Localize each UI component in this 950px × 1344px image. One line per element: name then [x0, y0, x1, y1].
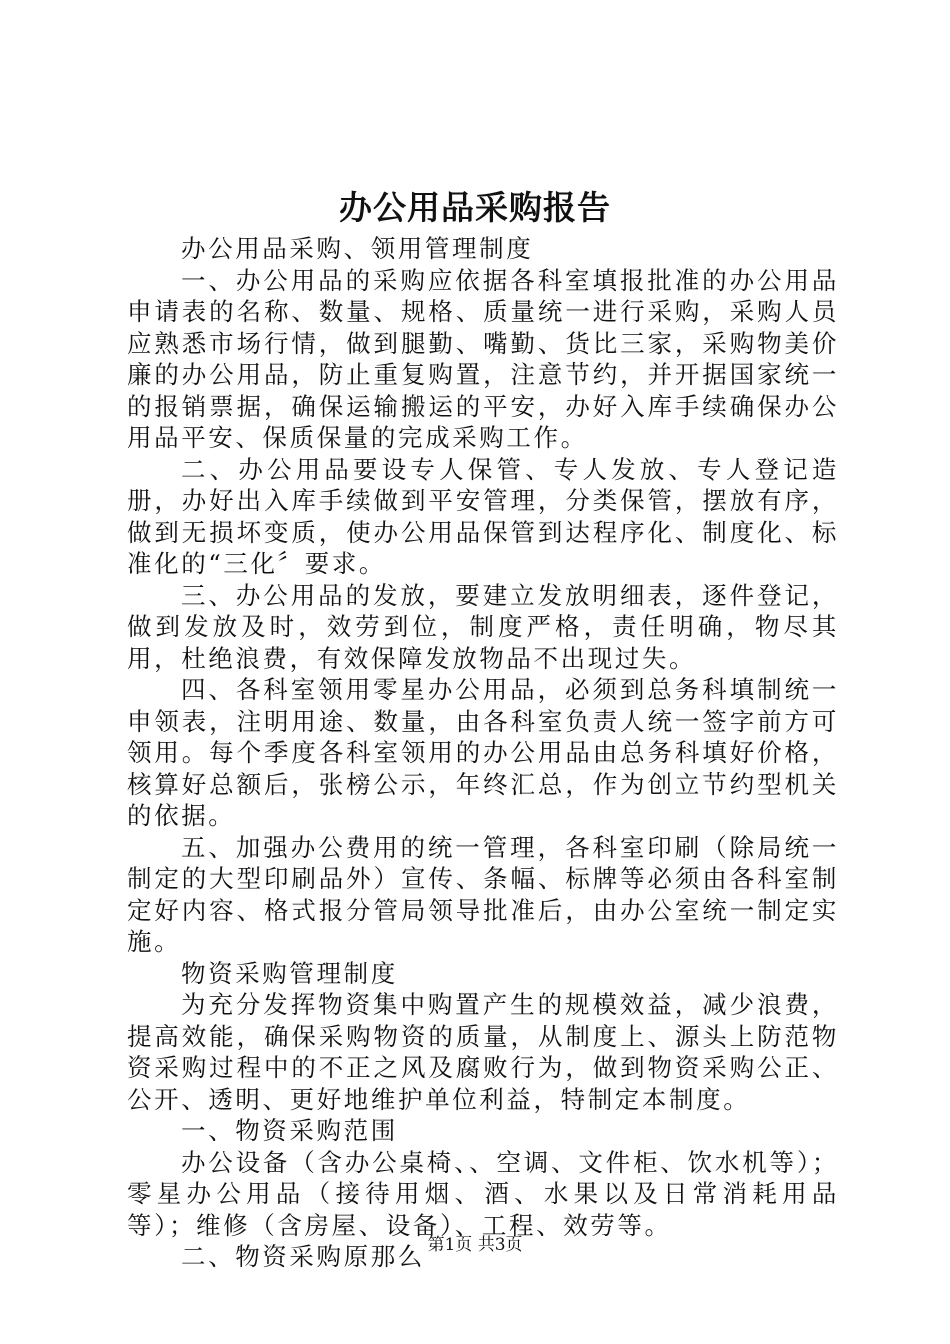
paragraph: 三、办公用品的发放，要建立发放明细表，逐件登记，做到发放及时，效劳到位，制度严格，责任明确，物尽其用，杜绝浪费，有效保障发放物品不出现过失。 — [127, 580, 839, 673]
paragraph: 二、办公用品要设专人保管、专人发放、专人登记造册，办好出入库手续做到平安管理，分类保管，摆放有序，做到无损坏变质，使办公用品保管到达程序化、制度化、标准化的“三化〞要求。 — [127, 454, 839, 578]
subsection-heading: 二、物资采购原那么 — [181, 1242, 425, 1271]
paragraph: 为充分发挥物资集中购置产生的规模效益，减少浪费，提高效能，确保采购物资的质量，从制度上、源头上防范物资采购过程中的不正之风及腐败行为，做到物资采购公正、公开、透明、更好地维护单位利益，特制定本制度。 — [127, 990, 839, 1114]
paragraph: 四、各科室领用零星办公用品，必须到总务科填制统一申领表，注明用途、数量，由各科室负责人统一签字前方可领用。每个季度各科室领用的办公用品由总务科填好价格，核算好总额后，张榜公示，年终汇总，作为创立节约型机关的依据。 — [127, 675, 839, 830]
page-footer: 第1页 共3页 — [427, 1235, 523, 1255]
section-heading: 办公用品采购、领用管理制度 — [181, 234, 534, 263]
document-title: 办公用品采购报告 — [339, 188, 611, 227]
subsection-heading: 一、物资采购范围 — [181, 1116, 398, 1145]
paragraph: 一、办公用品的采购应依据各科室填报批准的办公用品申请表的名称、数量、规格、质量统一进行采购，采购人员应熟悉市场行情，做到腿勤、嘴勤、货比三家，采购物美价廉的办公用品，防止重复购置，注意节约，并开据国家统一的报销票据，确保运输搬运的平安，办好入库手续确保办公用品平安、保质保量的完成采购工作。 — [127, 265, 839, 452]
document-body — [127, 233, 839, 1273]
paragraph: 五、加强办公费用的统一管理，各科室印刷（除局统一制定的大型印刷品外）宣传、条幅、标牌等必须由各科室制定好内容、格式报分管局领导批准后，由办公室统一制定实施。 — [127, 832, 839, 956]
paragraph: 办公设备（含办公桌椅、、空调、文件柜、饮水机等）；零星办公用品（接待用烟、酒、水果以及日常消耗用品等）；维修（含房屋、设备）、工程、效劳等。 — [127, 1147, 839, 1240]
section-heading: 物资采购管理制度 — [181, 958, 398, 988]
